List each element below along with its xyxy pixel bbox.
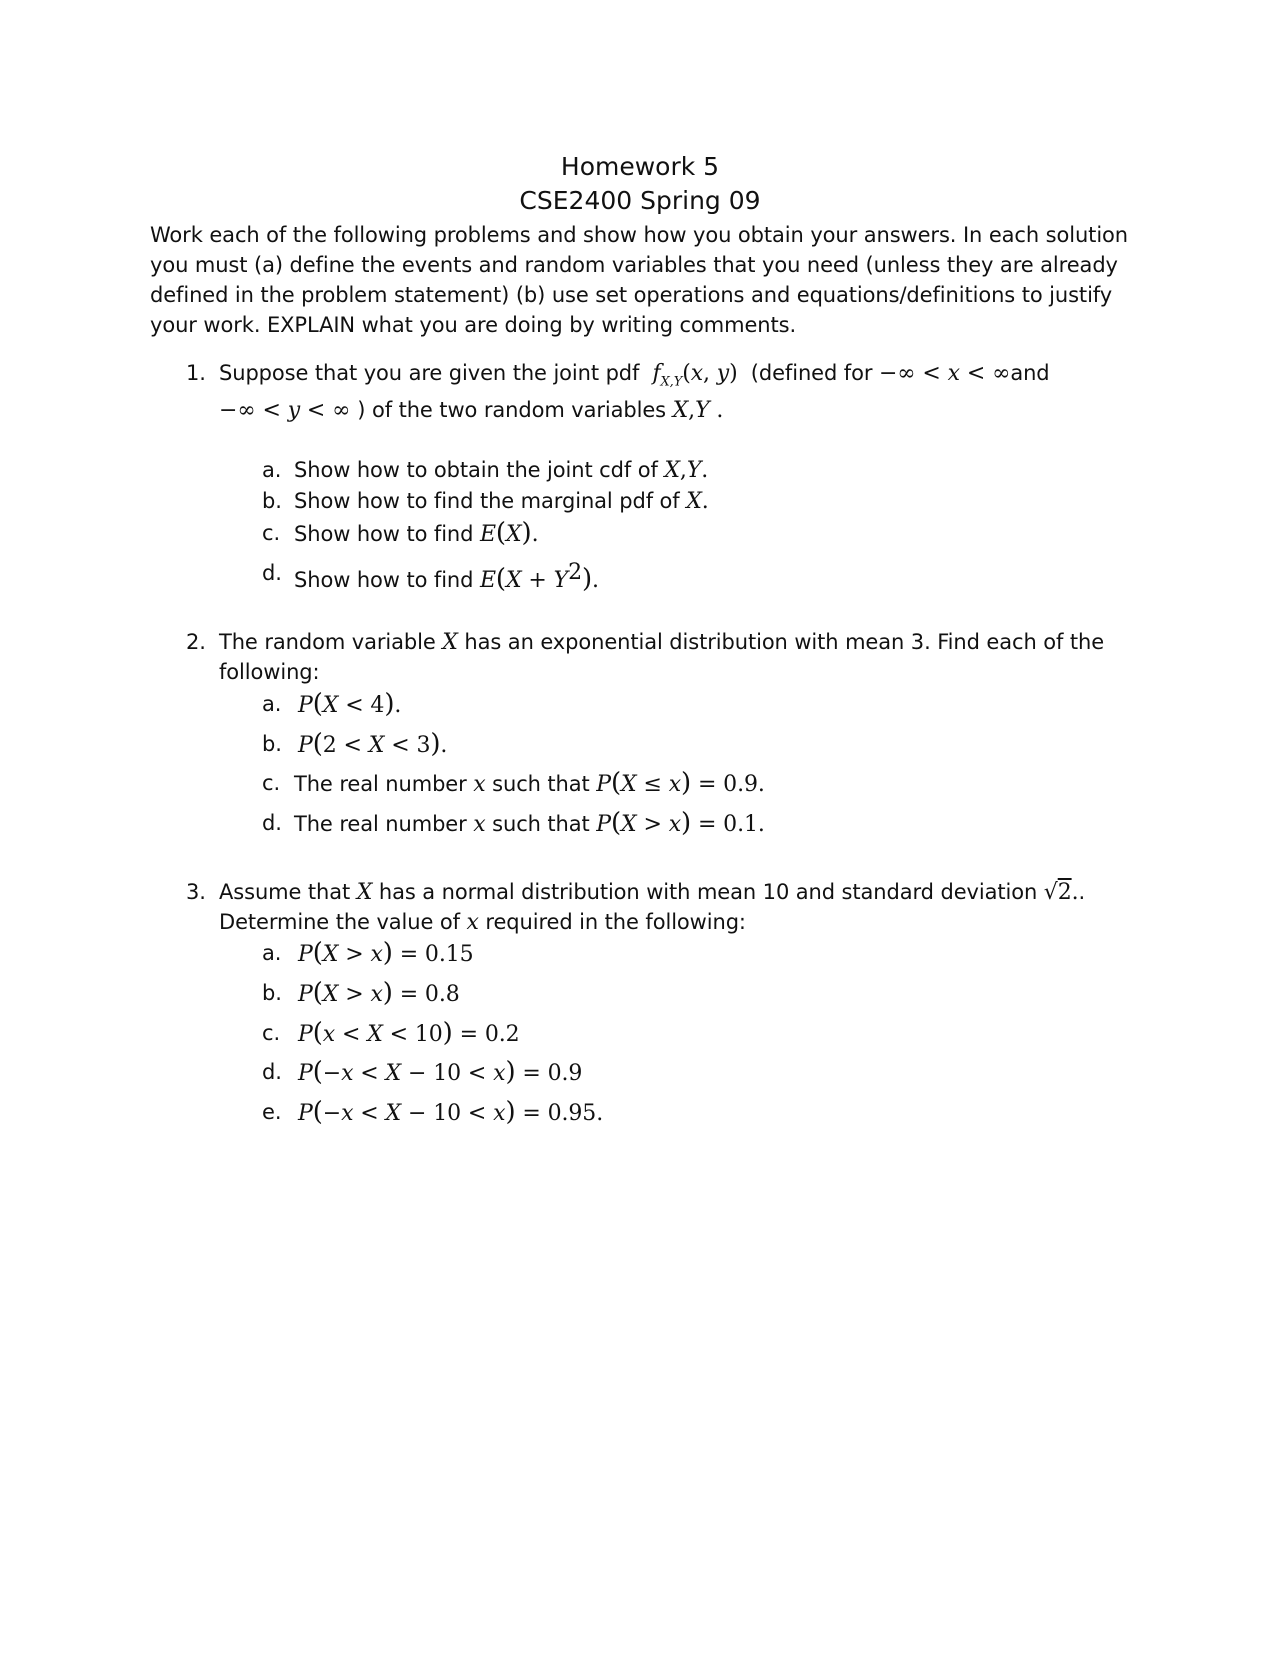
problem-1-line2: −∞ < y < ∞ ) of the two random variables X,Y . [219,398,724,423]
problem-2d-text2: such that [492,812,590,836]
problem-1c-text: Show how to find [294,522,474,546]
problem-3b-label: b. [262,981,282,1005]
problem-1-number: 1. [186,361,206,385]
problem-3-text: Assume that [219,880,351,904]
problem-1-and: and [1010,361,1050,385]
sqrt-expression: √2. [1043,880,1079,905]
problem-1a-label: a. [262,458,282,482]
problem-3a-label: a. [262,941,282,965]
course-subtitle: CSE2400 Spring 09 [519,186,761,215]
problem-2-text: The random variable [219,630,436,654]
problem-3-line2: Determine the value of x required in the following: [219,910,746,935]
problem-2a-label: a. [262,692,282,716]
problem-1-text2: ) of the two random variables [357,398,667,422]
problem-2c-label: c. [262,771,281,795]
problem-2c-text2: such that [492,772,590,796]
problem-1-line1: Suppose that you are given the joint pdf $f_{X,Y}(x$, y) (defined for −∞ < x < ∞and [219,361,1050,390]
problem-2b-label: b. [262,732,282,756]
problem-3-text-b: has a normal distribution with mean 10 and standard deviation [378,880,1038,904]
problem-1a-text: Show how to obtain the joint cdf of [294,458,658,482]
problem-1-text: Suppose that you are given the joint pdf [219,361,640,385]
problem-2-number: 2. [186,630,206,654]
problem-1d-text: Show how to find [294,568,474,592]
page-title: Homework 5 [560,152,720,181]
problem-3d-label: d. [262,1060,282,1084]
problem-2-text-b: has an exponential distribution with mean 3. Find each of the [464,630,1105,654]
document-page: Homework 5 CSE2400 Spring 09 Work each of the following problems and show how you obtain your answers. In each solution you must (a) define the events and random variables that you need (unless they are already defined in the problem statement) (b) use set operations and equations/definitions to justify your work. EXPLAIN what you are doing by writing comments. 1. Suppose that you are given the joint pdf $f_{X,Y}(x$, y) (defined for −∞ < x < ∞and −∞ < y < ∞ ) of the two random variables X,Y . a. Show how to obtain the joint cdf of X,Y. b. Show how to find the marginal pdf of X. c. Show how to find E(X). d. Show how to find $E(X + Y^2)$. 2. The random variable X has an exponential distribution with mean 3. Find each of the following: a. P(X < 4). b. P(2 < X < 3). c. The real number x such that P(X ≤ x) = 0.9. d. The real number x such that P(X > x) = 0.1. 3. Assume that X has a normal distribution with mean 10 and standard deviation √2.. Determine the value of x required in the following: a. P(X > x) = 0.15 b. P(X > x) = 0.8 c. P(x < X < 10) = 0.2 d. P(−x < X − 10 < x) = 0.9 e. P(−x < X − 10 < x) = 0.95. [0,0,1280,1656]
instructions-paragraph: Work each of the following problems and show how you obtain your answers. In each solution you must (a) define the events and random variables that you need (unless they are already defined in the problem statement) (b) use set operations and equations/definitions to justify your work. EXPLAIN what you are doing by writing comments. [150,223,1129,337]
problem-1-defined: (defined for [750,361,873,385]
problem-1d-label: d. [262,561,282,585]
problem-2c-text: The real number [294,772,467,796]
problem-1c-label: c. [262,521,281,545]
problem-2-line2: following: [219,660,320,684]
problem-1b-text: Show how to find the marginal pdf of [294,489,680,513]
problem-3c-label: c. [262,1021,281,1045]
problem-3-text2b: required in the following: [485,910,746,934]
problem-2d-label: d. [262,811,282,835]
problem-1b-label: b. [262,489,282,513]
problem-3-number: 3. [186,880,206,904]
problem-3-text2: Determine the value of [219,910,460,934]
problem-3e-label: e. [262,1100,282,1124]
problem-2d-text: The real number [294,812,467,836]
